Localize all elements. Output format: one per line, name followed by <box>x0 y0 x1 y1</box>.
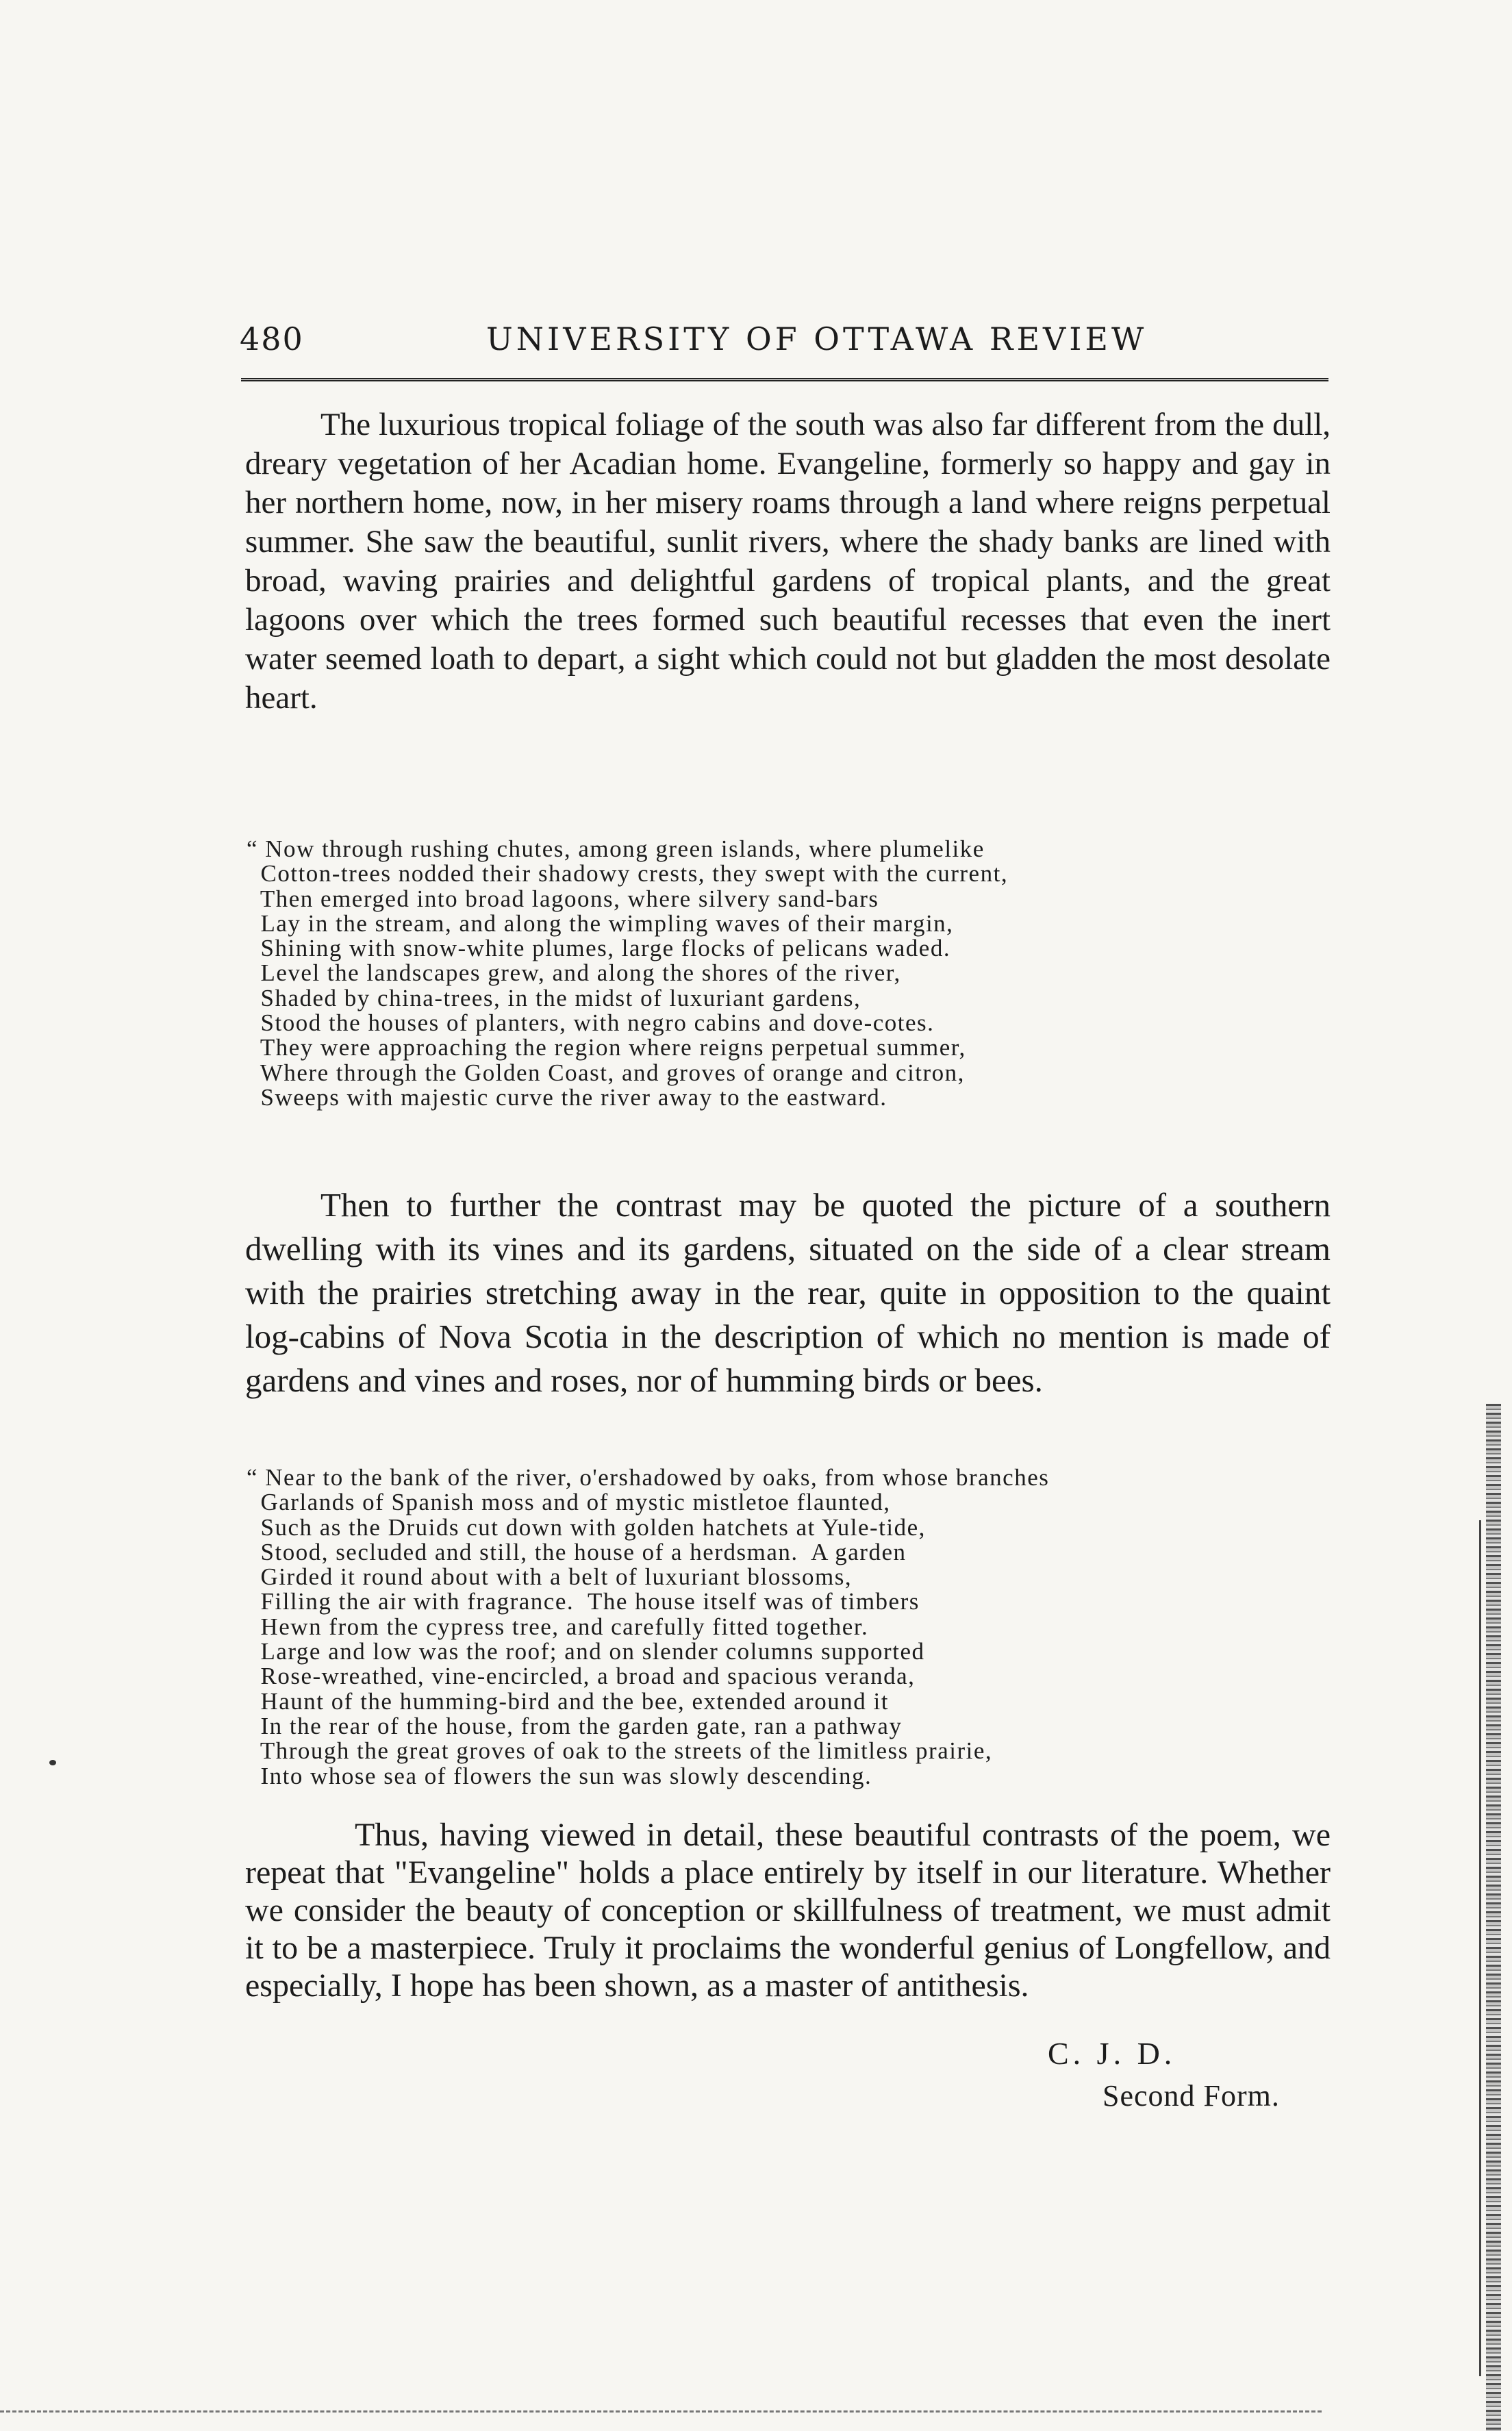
page-number: 480 <box>240 320 304 357</box>
header-rule <box>241 378 1328 381</box>
binding-edge-line <box>1479 1520 1481 2376</box>
bottom-edge-line <box>0 2410 1322 2413</box>
poem-quote-2: “ Near to the bank of the river, o'ershadowed by oaks, from whose branches Garlands of Spanish moss and of mystic mistletoe flaunted, Such as the Druids cut down with golden hatchets at Yule-tide, Stood, secluded and still, the house of a herdsman. A garden Girded it round about with a belt of luxuriant blossoms, Filling the air with fragrance. The house itself was of timbers Hewn from the cypress tree, and carefully fitted together. Large and low was the roof; and on slender columns supported Rose-wreathed, vine-encircled, a broad and spacious veranda, Haunt of the humming-bird and the bee, extended around it In the rear of the house, from the garden gate, ran a pathway Through the great groves of oak to the streets of the limitless prairie, Into whose sea of flowers the sun was slowly descending. <box>247 1464 1050 1789</box>
binding-edge-strip <box>1486 1404 1501 2431</box>
page-header <box>240 320 1328 362</box>
paragraph-2: Then to further the contrast may be quoted the picture of a southern dwelling with its vines and its gardens, situated on the side of a clear stream with the prairies stretching away in the rear, quite in opposition to the quaint log-cabins of Nova Scotia in the description of which no mention is made of gardens and vines and roses, nor of humming birds or bees. <box>245 1186 1331 1399</box>
scan-speck <box>49 1760 56 1765</box>
poem-quote-1: “ Now through rushing chutes, among green islands, where plumelike Cotton-trees nodded their shadowy crests, they swept with the current, Then emerged into broad lagoons, where silvery sand-bars Lay in the stream, and along the wimpling waves of their margin, Shining with snow-white plumes, large flocks of pelicans waded. Level the landscapes grew, and along the shores of the river, Shaded by china-trees, in the midst of luxuriant gardens, Stood the houses of planters, with negro cabins and dove-cotes. They were approaching the region where reigns perpetual summer, Where through the Golden Coast, and groves of orange and citron, Sweeps with majestic curve the river away to the eastward. <box>247 835 1009 1111</box>
paragraph-3: Thus, having viewed in detail, these beautiful contrasts of the poem, we repeat that "Evangeline" holds a place entirely by itself in our literature. Whether we consider the beauty of conception or skillfulness of treatment, we must admit it to be a masterpiece. Truly it proclaims the wonderful genius of Longfellow, and especially, I hope has been shown, as a master of antithesis. <box>245 1817 1331 2004</box>
paragraph-1: The luxurious tropical foliage of the south was also far different from the dull, dreary vegetation of her Acadian home. Evangeline, formerly so happy and gay in her northern home, now, in her misery roams through a land where reigns perpetual summer. She saw the beautiful, sunlit rivers, where the shady banks are lined with broad, waving prairies and delightful gardens of tropical plants, and the great lagoons over which the trees formed such beautiful recesses that even the inert water seemed loath to depart, a sight which could not but gladden the most desolate heart. <box>245 407 1331 716</box>
author-form: Second Form. <box>1102 2079 1280 2113</box>
journal-title: UNIVERSITY OF OTTAWA REVIEW <box>486 320 1148 357</box>
author-initials: C. J. D. <box>1048 2036 1176 2071</box>
